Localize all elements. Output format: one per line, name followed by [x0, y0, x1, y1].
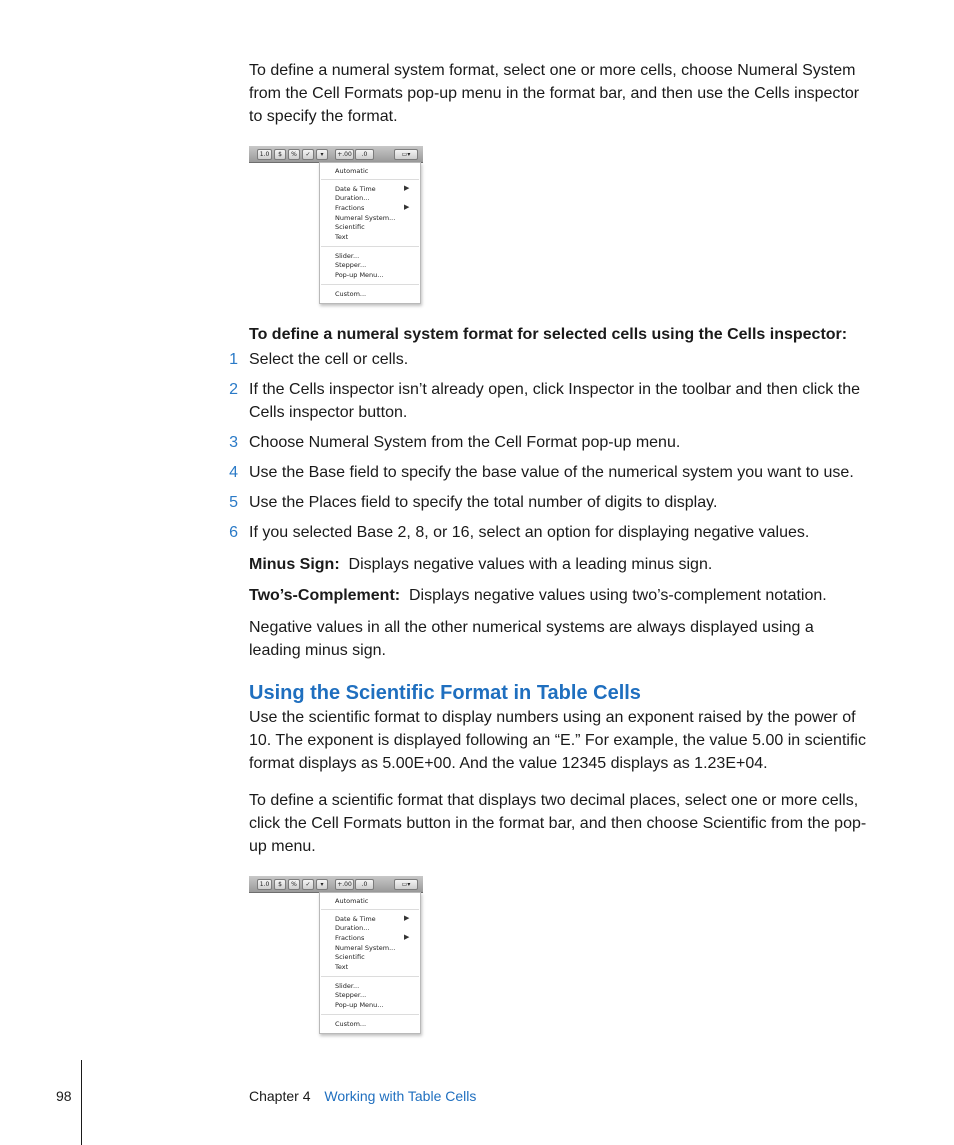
menu-separator — [321, 179, 419, 180]
format-bar — [249, 146, 423, 163]
checkbox-format-button[interactable]: ✓ — [302, 149, 314, 160]
cell-formats-popup-button[interactable] — [394, 879, 418, 890]
step-text: If you selected Base 2, 8, or 16, select an option for displaying negative values. — [249, 524, 810, 541]
format-dropdown-button[interactable]: ▾ — [316, 149, 328, 160]
page-number: 98 — [56, 1088, 72, 1104]
increase-decimals-button[interactable]: +.00 — [335, 879, 354, 890]
menu-item-slider[interactable]: Slider... — [335, 982, 360, 990]
submenu-arrow-icon: ▶ — [404, 915, 410, 922]
cell-formats-menu — [319, 162, 421, 304]
step-number: 6 — [229, 524, 238, 541]
menu-item-numeral-system[interactable]: Numeral System... — [335, 214, 396, 222]
cell-formats-menu-figure — [249, 876, 423, 1036]
step-number: 1 — [229, 351, 238, 368]
menu-item-stepper[interactable]: Stepper... — [335, 991, 367, 999]
step-number: 2 — [229, 381, 238, 398]
decimal-format-button[interactable]: 1.0 — [257, 879, 272, 890]
menu-item-popup-menu[interactable]: Pop-up Menu... — [335, 271, 384, 279]
step-text: Use the Places field to specify the total number of digits to display. — [249, 494, 718, 511]
menu-item-scientific[interactable]: Scientific — [335, 953, 365, 961]
scientific-paragraph: To define a scientific format that displays two decimal places, select one or more cells, click the Cell Formats button in the format bar, and then choose Scientific from the pop-up menu. — [249, 792, 867, 855]
option-term: Two’s-Complement: — [249, 587, 401, 604]
menu-item-text[interactable]: Text — [335, 233, 349, 241]
menu-separator — [321, 284, 419, 285]
step-text: Choose Numeral System from the Cell Format pop-up menu. — [249, 434, 681, 451]
currency-format-button[interactable]: $ — [274, 149, 286, 160]
menu-separator — [321, 976, 419, 977]
cell-formats-menu-figure — [249, 146, 423, 306]
cell-format-icon: ▭▾ — [401, 151, 411, 158]
chapter-label: Chapter 4 — [249, 1088, 311, 1104]
menu-item-fractions[interactable]: Fractions — [335, 204, 365, 212]
step-number: 4 — [229, 464, 238, 481]
cell-formats-menu — [319, 892, 421, 1034]
menu-item-date-time[interactable]: Date & Time — [335, 185, 376, 193]
option-term: Minus Sign: — [249, 556, 340, 573]
menu-item-automatic[interactable]: Automatic — [335, 897, 369, 905]
submenu-arrow-icon: ▶ — [404, 204, 410, 211]
footer-divider — [81, 1060, 82, 1145]
menu-item-automatic[interactable]: Automatic — [335, 167, 369, 175]
step-text: Use the Base field to specify the base value of the numerical system you want to use. — [249, 464, 854, 481]
step-text: If the Cells inspector isn’t already open, click Inspector in the toolbar and then click the Cells inspector button. — [249, 381, 860, 421]
menu-separator — [321, 246, 419, 247]
menu-item-slider[interactable]: Slider... — [335, 252, 360, 260]
option-description: Displays negative values with a leading minus sign. — [348, 556, 713, 573]
menu-item-date-time[interactable]: Date & Time — [335, 915, 376, 923]
footer-chapter — [249, 1086, 476, 1106]
menu-item-stepper[interactable]: Stepper... — [335, 261, 367, 269]
step-text: Select the cell or cells. — [249, 351, 409, 368]
step-number: 3 — [229, 434, 238, 451]
menu-item-fractions[interactable]: Fractions — [335, 934, 365, 942]
menu-item-custom[interactable]: Custom... — [335, 290, 367, 298]
currency-format-button[interactable]: $ — [274, 879, 286, 890]
negative-note: Negative values in all the other numerical systems are always displayed using a leading minus sign. — [249, 619, 814, 659]
option-twos-complement — [249, 584, 874, 607]
scientific-paragraph: Use the scientific format to display numbers using an exponent raised by the power of 10. The exponent is displayed following an “E.” For example, the value 5.00 in scientific format displays as 5.00E+00. And the value 12345 displays as 1.23E+04. — [249, 709, 866, 772]
menu-item-scientific[interactable]: Scientific — [335, 223, 365, 231]
decimal-format-button[interactable]: 1.0 — [257, 149, 272, 160]
submenu-arrow-icon: ▶ — [404, 934, 410, 941]
menu-item-popup-menu[interactable]: Pop-up Menu... — [335, 1001, 384, 1009]
cell-format-icon: ▭▾ — [401, 881, 411, 888]
menu-separator — [321, 1014, 419, 1015]
option-description: Displays negative values using two’s-complement notation. — [409, 587, 827, 604]
menu-item-custom[interactable]: Custom... — [335, 1020, 367, 1028]
chapter-title-link[interactable]: Working with Table Cells — [324, 1088, 477, 1104]
format-bar — [249, 876, 423, 893]
decrease-decimals-button[interactable]: .0 — [355, 149, 374, 160]
intro-paragraph: To define a numeral system format, select one or more cells, choose Numeral System from the Cell Formats pop-up menu in the format bar, and then use the Cells inspector to specify the format. — [249, 62, 860, 125]
section-title: Using the Scientific Format in Table Cells — [249, 682, 641, 704]
percent-format-button[interactable]: % — [288, 149, 300, 160]
procedure-heading: To define a numeral system format for selected cells using the Cells inspector: — [249, 326, 848, 343]
step-number: 5 — [229, 494, 238, 511]
menu-item-text[interactable]: Text — [335, 963, 349, 971]
menu-separator — [321, 909, 419, 910]
checkbox-format-button[interactable]: ✓ — [302, 879, 314, 890]
format-dropdown-button[interactable]: ▾ — [316, 879, 328, 890]
percent-format-button[interactable]: % — [288, 879, 300, 890]
decrease-decimals-button[interactable]: .0 — [355, 879, 374, 890]
menu-item-numeral-system[interactable]: Numeral System... — [335, 944, 396, 952]
option-minus-sign — [249, 553, 874, 576]
cell-formats-popup-button[interactable] — [394, 149, 418, 160]
menu-item-duration[interactable]: Duration... — [335, 194, 370, 202]
increase-decimals-button[interactable]: +.00 — [335, 149, 354, 160]
menu-item-duration[interactable]: Duration... — [335, 924, 370, 932]
submenu-arrow-icon: ▶ — [404, 185, 410, 192]
